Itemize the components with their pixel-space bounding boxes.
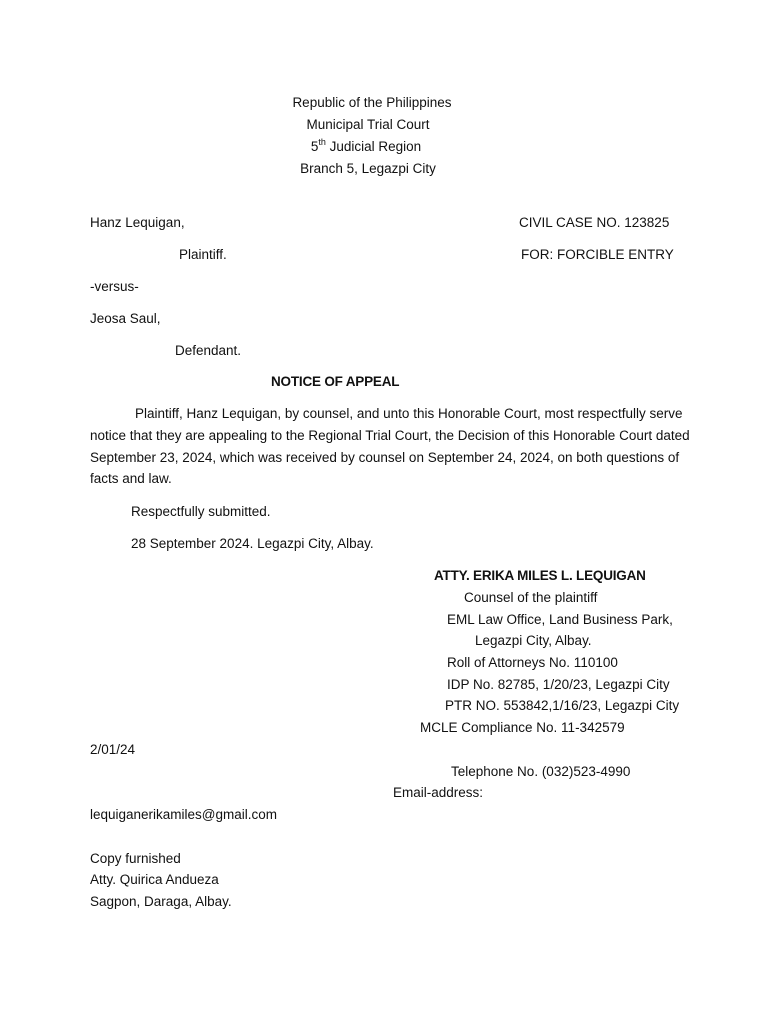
roll-number: Roll of Attorneys No. 110100 <box>447 655 618 670</box>
signatory-role: Counsel of the plaintiff <box>464 590 598 605</box>
region-number: 5 <box>310 139 319 154</box>
respectfully-submitted: Respectfully submitted. <box>131 504 271 519</box>
copy-recipient-name: Atty. Quirica Andueza <box>90 872 219 887</box>
region-suffix: th <box>318 137 326 147</box>
case-nature: FOR: FORCIBLE ENTRY <box>521 247 674 262</box>
header-line-branch: Branch 5, Legazpi City <box>300 161 436 176</box>
case-number: CIVIL CASE NO. 123825 <box>519 215 670 230</box>
ptr-number: PTR NO. 553842,1/16/23, Legazpi City <box>445 698 680 713</box>
header-line-region <box>0 137 732 154</box>
telephone: Telephone No. (032)523-4990 <box>451 764 631 779</box>
document-title: NOTICE OF APPEAL <box>271 374 400 389</box>
versus: -versus- <box>90 279 139 294</box>
office-address: EML Law Office, Land Business Park, <box>447 612 673 627</box>
idp-number: IDP No. 82785, 1/20/23, Legazpi City <box>447 677 670 692</box>
office-city: Legazpi City, Albay. <box>475 633 592 648</box>
plaintiff-label: Plaintiff. <box>179 247 227 262</box>
mcle-number: MCLE Compliance No. 11-342579 <box>420 720 625 735</box>
plaintiff-name: Hanz Lequigan, <box>90 215 185 230</box>
signatory-name: ATTY. ERIKA MILES L. LEQUIGAN <box>434 568 646 583</box>
region-rest: Judicial Region <box>325 139 422 154</box>
defendant-label: Defendant. <box>175 343 242 358</box>
defendant-name: Jeosa Saul, <box>90 311 161 326</box>
body-paragraph: Plaintiff, Hanz Lequigan, by counsel, and unto this Honorable Court, most respectfully serve notice that they are appealing to the Regional Trial Court, the Decision of this Honorable Court dated September 23, 2024, which was received by counsel on September 24, 2024, on both questions of facts and law. <box>90 406 690 487</box>
header-line-court: Municipal Trial Court <box>306 117 430 132</box>
copy-furnished-label: Copy furnished <box>90 851 181 866</box>
email-label: Email-address: <box>393 785 484 800</box>
email-address: lequiganerikamiles@gmail.com <box>90 807 278 822</box>
date-place: 28 September 2024. Legazpi City, Albay. <box>131 536 374 551</box>
mcle-date: 2/01/24 <box>90 742 136 757</box>
copy-recipient-address: Sagpon, Daraga, Albay. <box>90 894 232 909</box>
header-line-republic: Republic of the Philippines <box>292 95 452 110</box>
